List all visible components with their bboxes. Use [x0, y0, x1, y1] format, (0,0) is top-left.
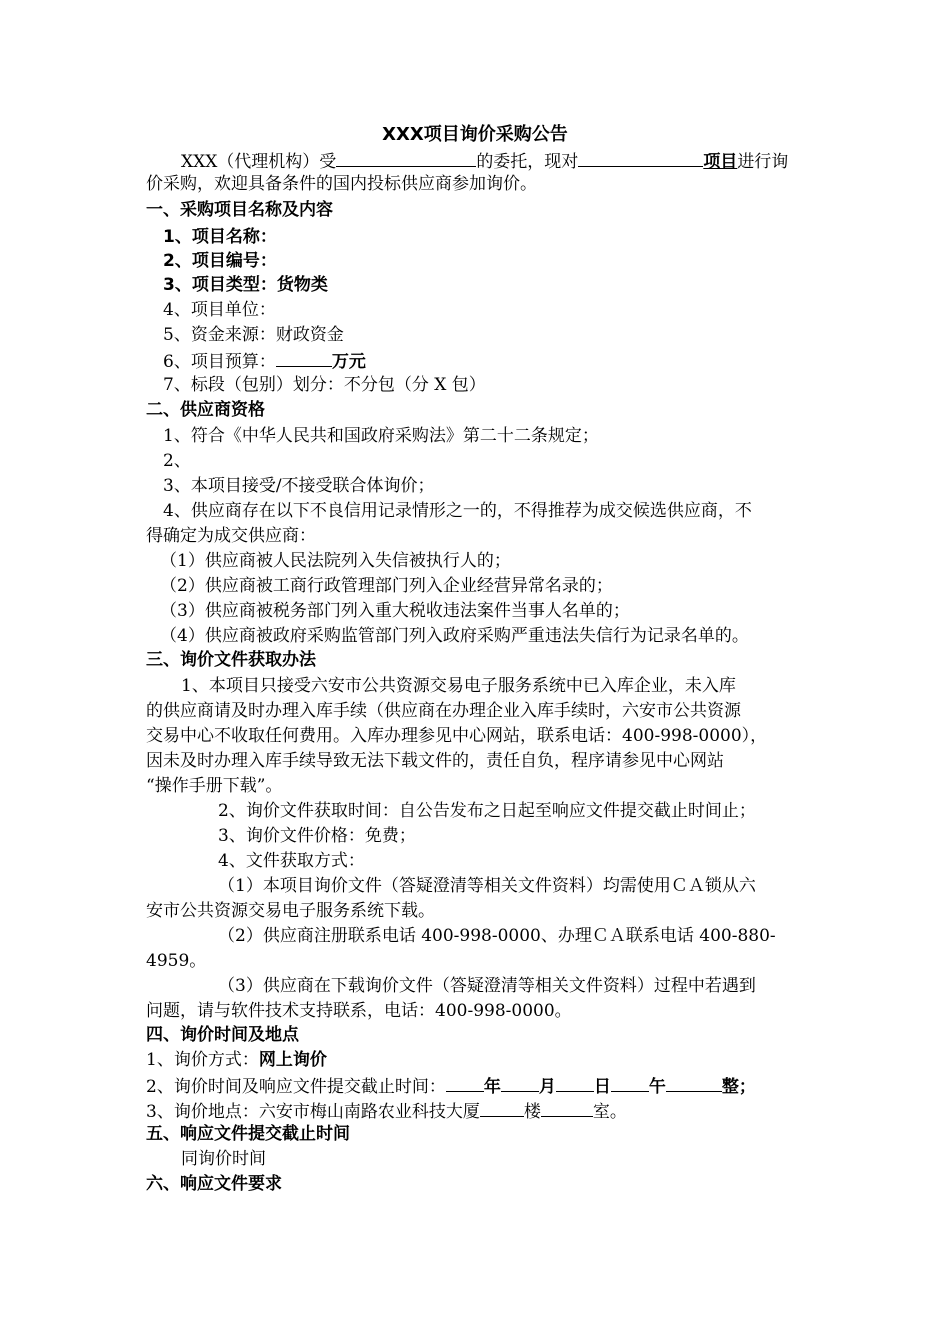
lot-division: 7、标段（包别）划分：不分包（分 X 包） [163, 375, 486, 395]
doc-acquire-line-1: 1、本项目只接受六安市公共资源交易电子服务系统中已入库企业，未入库 [181, 676, 736, 696]
intro-agency: XXX（代理机构）受 [181, 152, 337, 172]
fund-source: 5、资金来源：财政资金 [163, 325, 344, 345]
month-label: 月 [538, 1077, 556, 1097]
room-label: 室。 [592, 1102, 627, 1122]
inquiry-method [146, 1048, 327, 1072]
project-budget [163, 348, 366, 374]
doc-acquire-line-5: “操作手册下载”。 [146, 776, 283, 796]
room-blank [541, 1098, 593, 1117]
doc-method-3-line-1: （3）供应商在下载询价文件（答疑澄清等相关文件资料）过程中若遇到 [218, 976, 756, 996]
deadline-text: 同询价时间 [181, 1149, 266, 1169]
credit-item-4: （4）供应商被政府采购监管部门列入政府采购严重违法失信行为记录名单的。 [160, 626, 749, 646]
noon-label: 午 [648, 1077, 666, 1097]
section-1-heading: 一、采购项目名称及内容 [146, 200, 333, 220]
doc-method-2-line-1: （2）供应商注册联系电话 400-998-0000、办理ＣＡ联系电话 400-880- [218, 926, 776, 946]
doc-acquire-line-4: 因未及时办理入库手续导致无法下载文件的，责任自负，程序请参见中心网站 [146, 751, 724, 771]
credit-item-2: （2）供应商被工商行政管理部门列入企业经营异常名录的； [160, 576, 613, 596]
noon-blank [611, 1073, 649, 1092]
qualification-3: 3、本项目接受/不接受联合体询价； [163, 476, 435, 496]
inquiry-location-label: 3、询价地点：六安市梅山南路农业科技大厦 [146, 1102, 480, 1122]
doc-method-1-line-1: （1）本项目询价文件（答疑澄清等相关文件资料）均需使用ＣＡ锁从六 [218, 876, 756, 896]
budget-unit: 万元 [331, 352, 366, 372]
year-label: 年 [483, 1077, 501, 1097]
qualification-4-line-2: 得确定为成交供应商： [146, 526, 316, 546]
doc-acquire-line-3: 交易中心不收取任何费用。入库办理参见中心网站，联系电话：400-998-0000）， [146, 726, 768, 746]
day-label: 日 [593, 1077, 611, 1097]
month-blank [501, 1073, 539, 1092]
project-unit: 4、项目单位： [163, 300, 276, 320]
hour-label: 整； [721, 1077, 756, 1097]
floor-blank [480, 1098, 524, 1117]
doc-method-1-line-2: 安市公共资源交易电子服务系统下载。 [146, 901, 435, 921]
page-title: XXX项目询价采购公告 [382, 124, 568, 145]
entrust-blank [336, 148, 476, 167]
day-blank [556, 1073, 594, 1092]
section-4-heading: 四、询价时间及地点 [146, 1025, 299, 1045]
inquiry-method-label: 1、询价方式： [146, 1050, 259, 1070]
project-type: 3、项目类型：货物类 [163, 275, 328, 295]
project-name: 1、项目名称： [163, 227, 277, 247]
hour-blank [666, 1073, 722, 1092]
section-6-heading: 六、响应文件要求 [146, 1174, 282, 1194]
year-blank [446, 1073, 484, 1092]
section-2-heading: 二、供应商资格 [146, 400, 265, 420]
intro-project: 项目 [703, 152, 738, 172]
qualification-1: 1、符合《中华人民共和国政府采购法》第二十二条规定； [163, 426, 599, 446]
doc-price: 3、询价文件价格：免费； [218, 826, 416, 846]
inquiry-location [146, 1098, 627, 1124]
inquiry-method-value: 网上询价 [258, 1050, 327, 1070]
section-5-heading: 五、响应文件提交截止时间 [146, 1124, 350, 1144]
project-blank [578, 148, 703, 167]
intro-line-2: 价采购，欢迎具备条件的国内投标供应商参加询价。 [146, 174, 537, 194]
doc-method: 4、文件获取方式： [218, 851, 365, 871]
inquiry-time-label: 2、询价时间及响应文件提交截止时间： [146, 1077, 446, 1097]
budget-label: 6、项目预算： [163, 352, 276, 372]
qualification-2: 2、 [163, 451, 191, 471]
section-3-heading: 三、询价文件获取办法 [146, 650, 316, 670]
doc-method-3-line-2: 问题，请与软件技术支持联系，电话：400-998-0000。 [146, 1001, 572, 1021]
intro-line-1 [181, 148, 788, 174]
doc-acquire-time: 2、询价文件获取时间：自公告发布之日起至响应文件提交截止时间止； [218, 801, 756, 821]
qualification-4-line-1: 4、供应商存在以下不良信用记录情形之一的，不得推荐为成交候选供应商，不 [163, 501, 752, 521]
credit-item-1: （1）供应商被人民法院列入失信被执行人的； [160, 551, 511, 571]
floor-label: 楼 [523, 1102, 541, 1122]
doc-acquire-line-2: 的供应商请及时办理入库手续（供应商在办理企业入库手续时，六安市公共资源 [146, 701, 741, 721]
project-number: 2、项目编号： [163, 251, 277, 271]
intro-proceed: 进行询 [737, 152, 789, 172]
inquiry-time [146, 1073, 756, 1099]
doc-method-2-line-2: 4959。 [146, 951, 207, 971]
budget-blank [276, 348, 332, 367]
intro-entrust: 的委托，现对 [476, 152, 579, 172]
credit-item-3: （3）供应商被税务部门列入重大税收违法案件当事人名单的； [160, 601, 630, 621]
